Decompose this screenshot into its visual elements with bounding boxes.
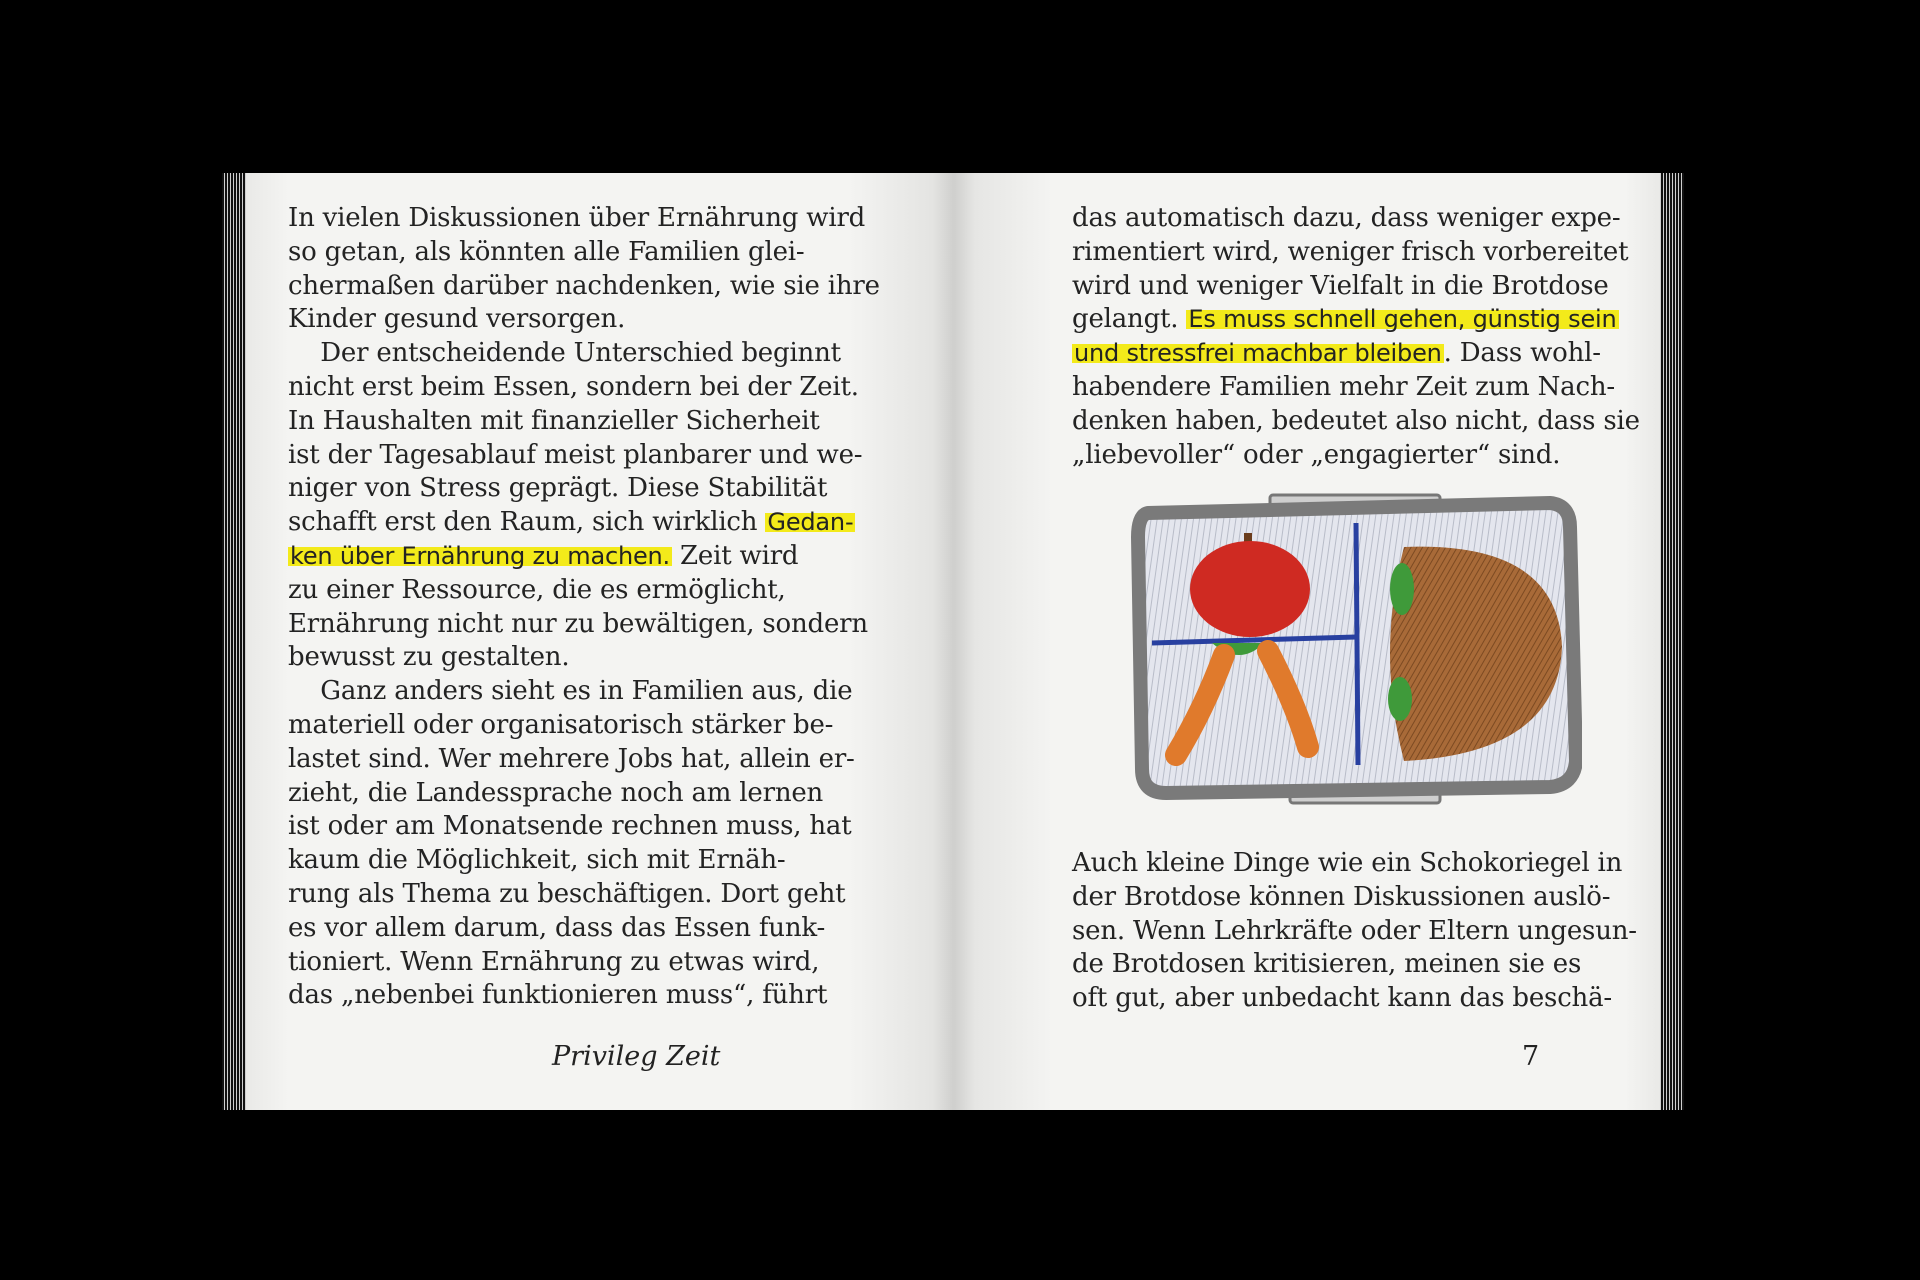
- text-line: „liebevoller“ oder „engagierter“ sind.: [1072, 439, 1561, 470]
- text-line: In vielen Diskussionen über Ernährung wird: [288, 203, 866, 233]
- text-line: lastet sind. Wer mehrere Jobs hat, allein er-: [288, 743, 855, 774]
- text-line: Ernährung nicht nur zu bewältigen, sondern: [288, 608, 868, 639]
- text-line: das „nebenbei funktionieren muss“, führt: [288, 980, 828, 1011]
- text-line: denken haben, bedeutet also nicht, dass sie: [1072, 405, 1640, 436]
- text-segment: Zeit wird: [671, 540, 799, 571]
- text-line-highlighted: [288, 506, 888, 540]
- text-line: sen. Wenn Lehrkräfte oder Eltern ungesun-: [1072, 915, 1637, 946]
- highlight-mark: Gedan-: [767, 508, 854, 537]
- highlight-mark: und stressfrei machbar bleiben: [1074, 339, 1442, 368]
- text-segment: . Dass wohl-: [1443, 338, 1601, 369]
- right-body-text-bottom: [1072, 847, 1660, 1016]
- text-line: de Brotdosen kritisieren, meinen sie es: [1072, 949, 1582, 980]
- text-line: wird und weniger Vielfalt in die Brotdose: [1072, 270, 1609, 301]
- text-segment: gelangt.: [1072, 304, 1187, 335]
- running-footer: Privileg Zeit: [552, 1041, 721, 1072]
- text-line-highlighted: [1072, 303, 1660, 337]
- text-line-highlighted: [288, 540, 888, 574]
- text-line: chermaßen darüber nachdenken, wie sie ihre: [288, 270, 880, 301]
- text-line: ist der Tagesablauf meist planbarer und we-: [288, 439, 863, 470]
- right-page-edges: [1660, 173, 1684, 1110]
- text-line-highlighted: [1072, 337, 1660, 371]
- highlight-mark: Es muss schnell gehen, günstig sein: [1188, 305, 1617, 334]
- right-body-text: [1072, 202, 1660, 472]
- text-line: Kinder gesund versorgen.: [288, 304, 626, 335]
- text-line: oft gut, aber unbedacht kann das beschä-: [1072, 983, 1612, 1014]
- text-line: ist oder am Monatsende rechnen muss, hat: [288, 811, 852, 842]
- text-line: tioniert. Wenn Ernährung zu etwas wird,: [288, 946, 820, 977]
- left-body-text: [288, 202, 888, 1013]
- text-line: Auch kleine Dinge wie ein Schokoriegel in: [1072, 848, 1623, 878]
- text-line: der Brotdose können Diskussionen auslö-: [1072, 881, 1611, 912]
- text-line: das automatisch dazu, dass weniger expe-: [1072, 203, 1621, 233]
- page-number: 7: [1522, 1041, 1540, 1072]
- text-line: In Haushalten mit finanzieller Sicherheit: [288, 405, 820, 436]
- text-line: habendere Familien mehr Zeit zum Nach-: [1072, 371, 1615, 402]
- text-line: Ganz anders sieht es in Familien aus, die: [288, 676, 853, 707]
- text-line: materiell oder organisatorisch stärker be-: [288, 709, 834, 740]
- text-line: rung als Thema zu beschäftigen. Dort geht: [288, 878, 846, 909]
- left-page: [246, 173, 954, 1110]
- lunchbox-drawing: [1130, 493, 1582, 809]
- text-segment: schafft erst den Raum, sich wirklich: [288, 507, 766, 538]
- text-line: so getan, als könnten alle Familien glei-: [288, 236, 805, 267]
- text-line: zu einer Ressource, die es ermöglicht,: [288, 574, 786, 605]
- text-line: zieht, die Landessprache noch am lernen: [288, 777, 824, 808]
- left-page-edges: [222, 173, 246, 1110]
- right-page: [954, 173, 1660, 1110]
- text-line: es vor allem darum, dass das Essen funk-: [288, 912, 826, 943]
- highlight-mark: ken über Ernährung zu machen.: [290, 541, 670, 570]
- text-line: Der entscheidende Unterschied beginnt: [288, 338, 841, 369]
- text-line: bewusst zu gestalten.: [288, 642, 570, 673]
- text-line: nicht erst beim Essen, sondern bei der Zeit.: [288, 371, 859, 402]
- text-line: niger von Stress geprägt. Diese Stabilität: [288, 473, 828, 504]
- open-book: [222, 173, 1698, 1110]
- text-line: kaum die Möglichkeit, sich mit Ernäh-: [288, 845, 786, 876]
- text-line: rimentiert wird, weniger frisch vorbereitet: [1072, 236, 1629, 267]
